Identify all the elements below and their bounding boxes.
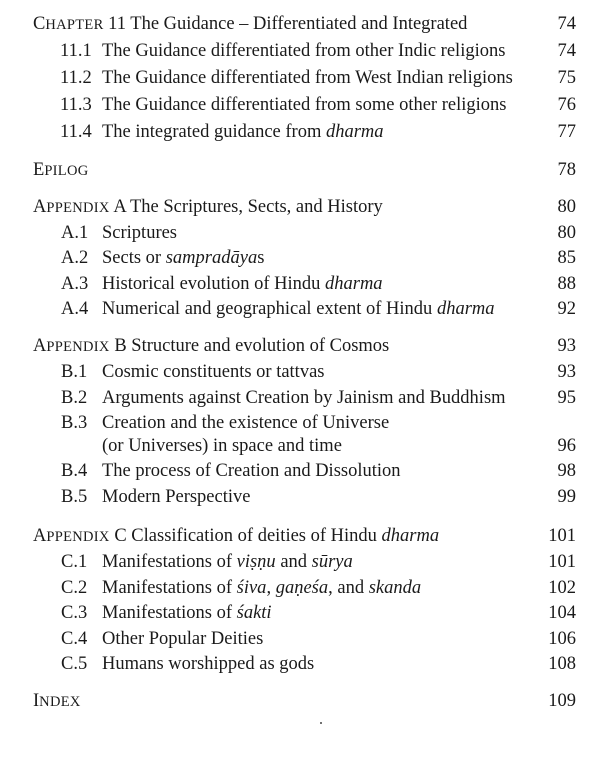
toc-page-number: 93 [557, 336, 576, 356]
toc-page-number: 77 [557, 122, 576, 142]
toc-entry-title: The integrated guidance from dharma [102, 122, 384, 142]
toc-appendix-c [0, 524, 600, 548]
toc-entry [0, 297, 600, 321]
toc-page-number: 104 [548, 603, 576, 623]
toc-entry [0, 411, 600, 435]
toc-entry-title: Scriptures [102, 223, 178, 243]
toc-page-number: 109 [548, 691, 576, 711]
toc-entry-title: Humans worshipped as gods [102, 654, 315, 674]
toc-page-number: 95 [557, 388, 576, 408]
toc-entry-number: C.2 [61, 578, 88, 598]
toc-entry [0, 272, 600, 296]
toc-epilog [0, 158, 600, 182]
toc-entry [0, 93, 600, 117]
toc-page-number: 88 [557, 274, 576, 294]
toc-entry-title: Manifestations of śakti [102, 603, 272, 623]
toc-entry-title: The Guidance differentiated from other Indic religions [102, 41, 506, 61]
toc-entry-title: Arguments against Creation by Jainism and Buddhism [102, 388, 506, 408]
toc-page-number: 106 [548, 629, 576, 649]
toc-page-number: 102 [548, 578, 576, 598]
toc-entry-title: Numerical and geographical extent of Hindu dharma [102, 299, 495, 319]
toc-entry [0, 601, 600, 625]
toc-entry-number: A.1 [61, 223, 89, 243]
toc-entry-number: B.3 [61, 413, 88, 433]
toc-entry-number: A.4 [61, 299, 89, 319]
page-speck [320, 722, 322, 724]
toc-entry [0, 39, 600, 63]
toc-page-number: 96 [557, 436, 576, 456]
toc-index [0, 689, 600, 713]
toc-entry [0, 485, 600, 509]
toc-entry-title: EPILOG [33, 160, 89, 180]
toc-entry-title: Sects or sampradāyas [102, 248, 265, 268]
toc-appendix-b [0, 334, 600, 358]
toc-page-number: 78 [557, 160, 576, 180]
toc-page-number: 76 [557, 95, 576, 115]
toc-entry [0, 576, 600, 600]
toc-entry [0, 459, 600, 483]
toc-page-number: 80 [557, 197, 576, 217]
toc-entry-number: A.3 [61, 274, 89, 294]
toc-entry-title: Manifestations of śiva, gaṇeśa, and skanda [102, 578, 422, 598]
toc-page-number: 74 [557, 41, 576, 61]
toc-page-number: 80 [557, 223, 576, 243]
toc-entry-title: APPENDIX B Structure and evolution of Cosmos [33, 336, 390, 356]
toc-page-number: 101 [548, 552, 576, 572]
toc-page-number: 101 [548, 526, 576, 546]
toc-entry-title: APPENDIX A The Scriptures, Sects, and History [33, 197, 383, 217]
toc-page-number: 74 [557, 14, 576, 34]
toc-entry-number: 11.3 [60, 95, 92, 115]
toc-entry [0, 221, 600, 245]
toc-page-number: 92 [557, 299, 576, 319]
toc-page-number: 99 [557, 487, 576, 507]
toc-entry-number: C.1 [61, 552, 88, 572]
toc-entry-title: INDEX [33, 691, 81, 711]
toc-page-number: 98 [557, 461, 576, 481]
toc-entry [0, 246, 600, 270]
toc-entry-number: 11.4 [60, 122, 92, 142]
toc-entry-number: C.3 [61, 603, 88, 623]
toc-entry-number: C.5 [61, 654, 88, 674]
toc-entry-number: B.2 [61, 388, 88, 408]
toc-entry-title: Manifestations of viṣṇu and sūrya [102, 552, 353, 572]
toc-entry [0, 652, 600, 676]
toc-entry-title: The Guidance differentiated from West Indian religions [102, 68, 513, 88]
toc-entry-number: C.4 [61, 629, 88, 649]
toc-entry-title: The process of Creation and Dissolution [102, 461, 401, 481]
toc-entry [0, 66, 600, 90]
toc-page-number: 93 [557, 362, 576, 382]
toc-entry [0, 120, 600, 144]
toc-entry-title: CHAPTER 11 The Guidance – Differentiated and Integrated [33, 14, 468, 34]
toc-entry-title: Other Popular Deities [102, 629, 264, 649]
toc-page-number: 75 [557, 68, 576, 88]
toc-entry [0, 386, 600, 410]
toc-page-number: 85 [557, 248, 576, 268]
toc-entry-title: Modern Perspective [102, 487, 251, 507]
toc-chapter-11 [0, 12, 600, 36]
toc-entry-number: B.5 [61, 487, 88, 507]
toc-entry-title: APPENDIX C Classification of deities of Hindu dharma [33, 526, 440, 546]
toc-entry-number: B.4 [61, 461, 88, 481]
toc-entry-title: Creation and the existence of Universe [102, 413, 390, 433]
toc-entry-title: Historical evolution of Hindu dharma [102, 274, 383, 294]
toc-entry-continuation [0, 434, 600, 458]
toc-entry-number: 11.2 [60, 68, 92, 88]
toc-entry-number: 11.1 [60, 41, 92, 61]
toc-page-number: 108 [548, 654, 576, 674]
toc-appendix-a [0, 195, 600, 219]
toc-entry-number: A.2 [61, 248, 89, 268]
toc-entry-title: Cosmic constituents or tattvas [102, 362, 325, 382]
toc-entry-title: The Guidance differentiated from some other religions [102, 95, 507, 115]
toc-entry [0, 360, 600, 384]
toc-entry-number: B.1 [61, 362, 88, 382]
toc-entry-title: (or Universes) in space and time [102, 436, 342, 456]
toc-entry [0, 627, 600, 651]
toc-entry [0, 550, 600, 574]
